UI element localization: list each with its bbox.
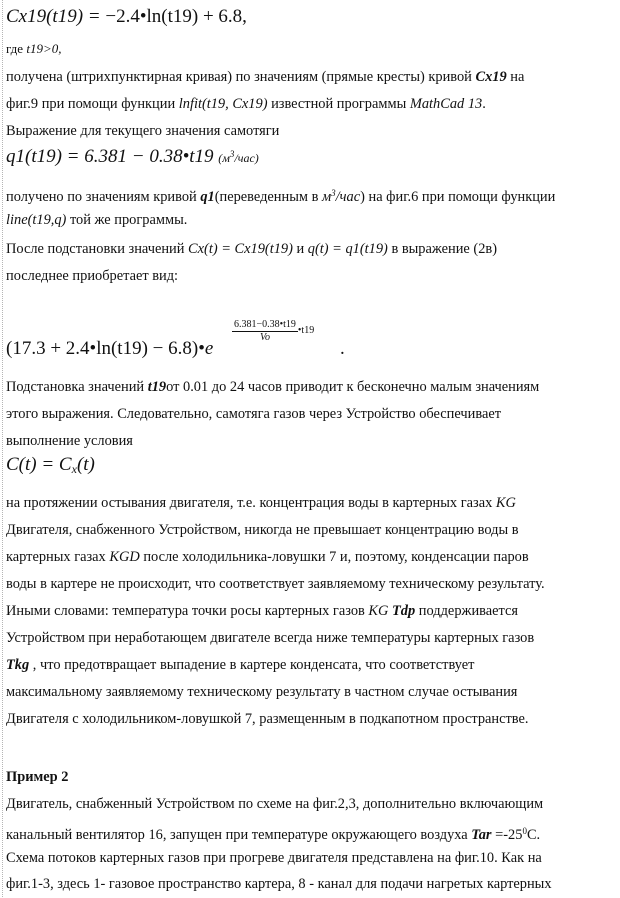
para6-line3: картерных газах KGD после холодильника-ловушки 7 и, поэтому, конденсации паров <box>6 549 529 565</box>
formula-q1 <box>6 146 612 168</box>
formula-q1-unit: $(м^3/час)$ <box>218 149 259 165</box>
where-condition: t19>0, <box>26 41 62 56</box>
para5-line2: этого выражения. Следовательно, самотяга газов через Устройство обеспечивает <box>6 406 502 422</box>
para2-heading: Выражение для текущего значения самотяги <box>6 123 280 139</box>
formula-q1-expr: q1(t19) = 6.381 − 0.38•t19 <box>6 146 214 167</box>
para6-line8: максимальному заявляемому техническому результату в частном случае остывания <box>6 684 518 700</box>
formula-big-exponent <box>232 319 314 344</box>
formula-big-e: e <box>204 338 214 359</box>
para5-line1: Подстановка значений t19от 0.01 до 24 часов приводит к бесконечно малым значениям <box>6 379 540 395</box>
formula-cx19 <box>6 6 612 28</box>
example2-line4: фиг.1-3, здесь 1- газовое пространство картера, 8 - канал для подачи нагретых картерных <box>6 876 552 892</box>
example2-line3: Схема потоков картерных газов при прогреве двигателя представлена на фиг.10. Как на <box>6 850 542 866</box>
formula-cx19-lhs: Cx19(t19) = <box>6 6 106 27</box>
formula-c: $C(t) = C_x(t)$ <box>6 454 95 476</box>
para1-line2: фиг.9 при помощи функции lnfit(t19, Cx19) известной программы MathCad 13. <box>6 96 486 112</box>
formula-big-base: (17.3 + 2.4•ln(t19) − 6.8)• <box>6 338 205 359</box>
para3-line2: line(t19,q) той же программы. <box>6 212 188 228</box>
para4-line2: последнее приобретает вид: <box>6 268 179 284</box>
para6-line6: Устройством при неработающем двигателе всегда ниже температуры картерных газов <box>6 630 535 646</box>
para6-line1: на протяжении остывания двигателя, т.е. концентрация воды в картерных газах KG <box>6 495 516 511</box>
example2-heading: Пример 2 <box>6 769 69 785</box>
formula-cx19-rhs: −2.4•ln(t19) + 6.8, <box>105 6 247 27</box>
exponent-denominator: Vo <box>259 332 270 343</box>
para4-line1: После подстановки значений Cx(t) = Cx19(t19) и q(t) = q1(t19) в выражение (2в) <box>6 241 497 257</box>
formula-big-dot: . <box>340 338 345 359</box>
para6-line4: воды в картере не происходит, что соответствует заявляемому техническому результату. <box>6 576 545 592</box>
para3-line1: получено по значениям кривой q1(переведенным в $м^3/час$) на фиг.6 при помощи функции <box>6 188 556 205</box>
exponent-numerator: 6.381−0.38•t19 <box>234 319 296 330</box>
where-line: где t19>0, <box>6 41 62 56</box>
para5-line3: выполнение условия <box>6 433 133 449</box>
para6-line7: Tkg , что предотвращает выпадение в картере конденсата, что соответствует <box>6 657 475 673</box>
page-left-border <box>2 0 3 897</box>
para6-line2: Двигателя, снабженного Устройством, никогда не превышает концентрацию воды в <box>6 522 519 538</box>
example2-line2: канальный вентилятор 16, запущен при температуре окружающего воздуха Tar $=-25^0C$. <box>6 826 541 843</box>
example2-line1: Двигатель, снабженный Устройством по схеме на фиг.2,3, дополнительно включающим <box>6 796 544 812</box>
exponent-tail: •t19 <box>297 325 315 336</box>
para6-line9: Двигателя с холодильником-ловушкой 7, размещенным в подкапотном пространстве. <box>6 711 529 727</box>
para6-line5: Иными словами: температура точки росы картерных газов KG Tdp поддерживается <box>6 603 519 619</box>
para1-line1: получена (штрихпунктирная кривая) по значениям (прямые кресты) кривой Cx19 на <box>6 69 525 85</box>
